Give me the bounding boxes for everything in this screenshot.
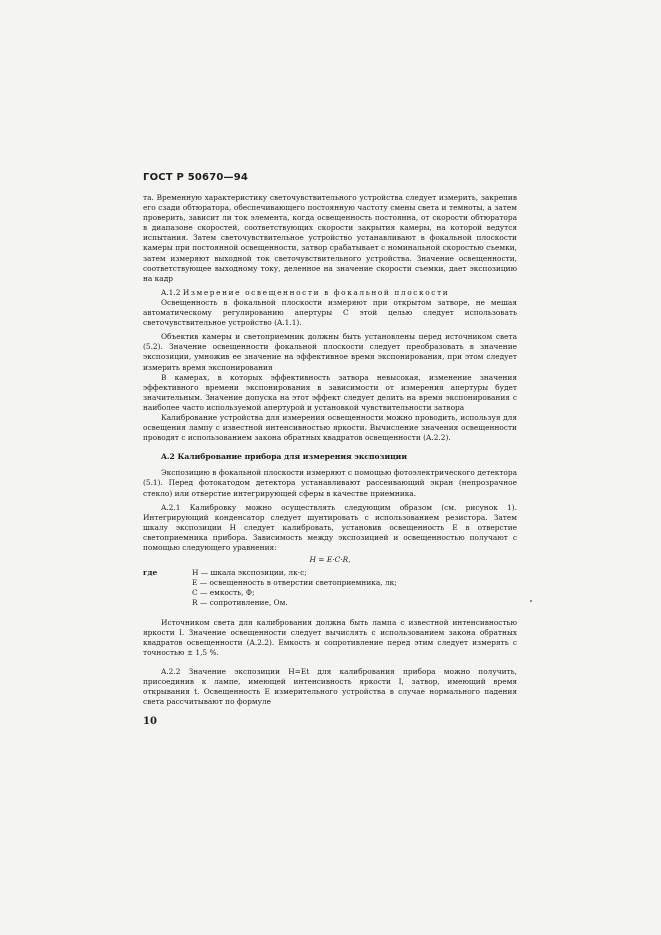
formula: H = E·C·R,: [309, 555, 351, 565]
body-text: [143, 193, 517, 707]
paragraph: Объектив камеры и светоприемник должны быть установлены перед источником света (5.2). Значение освещенности фокальной плоскости следует преобразовать в значение экспозиции, умножив ее значение на эффективное время экспонирования, при этом следует измерить время экспонирования: [143, 332, 517, 372]
paragraph: та. Временную характеристику светочувствительного устройства следует измерить, закрепив его сзади обтюратора, обеспечивающего постоянную частоту смены света и темноты, а затем проверить, зависит ли ток элемента, когда освещенность постоянна, от скорости обтюратора в диапазоне скоростей, соответствующих скорости закрытия камеры, на которой ведутся испытания. Затем светочувствительное устройство устанавливают в фокальной плоскости камеры при постоянной освещенности, затвор срабатывает с номинальной скоростью съемки, затем измеряют выходной ток светочувствительного устройства. Значение освещенности, соответствующее выходному току, деленное на значение скорости съемки, дает экспозицию на кадр: [143, 193, 517, 283]
paragraph: Калибрование устройства для измерения освещенности можно проводить, используя для освещения лампу с известной интенсивностью яркости. Вычисление значения освещенности проводят с использованием закона обратных квадратов освещенности (A.2.2).: [143, 412, 517, 443]
paragraph: Экспозицию в фокальной плоскости измеряют с помощью фотоэлектрического детектора (5.1). Перед фотокатодом детектора устанавливают рассеивающий экран (непрозрачное стекло) или отверстие интегрирующей сферы в качестве приемника.: [143, 468, 517, 498]
variable-item: E — освещенность в отверстии светоприемника, лк;: [192, 578, 397, 588]
paragraph: A.2.2 Значение экспозиции H=Et для калибрования прибора можно получить, присоединив к лампе, имеющей интенсивность яркости I, затвор, имеющий время открывания t. Освещенность E измерительного устройства в случае нормального падения света рассчитывают по формуле: [143, 666, 517, 707]
variable-item: C — емкость, Ф;: [192, 588, 255, 598]
scan-speck: [530, 600, 532, 602]
variable-list: [160, 568, 397, 608]
paragraph: Освещенность в фокальной плоскости измеряют при открытом затворе, не мешая автоматическому регулированию апертуры С этой целью следует использовать светочувствительное устройство (A.1.1).: [143, 297, 517, 328]
section-title: Измерение освещенности в фокальной плоскости: [182, 287, 450, 297]
page-number: 10: [143, 716, 157, 727]
where-label: где: [143, 568, 158, 578]
variable-item: H — шкала экспозиции, лк·с;: [192, 568, 307, 578]
variable-item: R — сопротивление, Ом.: [192, 598, 288, 608]
section-a2-heading: A.2 Калибрование прибора для измерения экспозиции: [161, 452, 407, 462]
paragraph: В камерах, в которых эффективность затвора невысокая, изменение значения эффективного времени экспонирования в зависимости от измерения апертуры будет значительным. Значение допуска на этот эффект следует делить на время экспонирования с наиболее часто используемой апертурой и установкой чувствительности затвора: [143, 372, 517, 412]
paragraph: A.2.1 Калибровку можно осуществлять следующим образом (см. рисунок 1). Интегрирующий конденсатор следует шунтировать с использованием резистора. Затем шкалу экспозиции H следует калибровать, установив освещенность E в отверстие светоприемника прибора. Зависимость между экспозицией и освещенностью получают с помощью следующего уравнения:: [143, 502, 517, 552]
paragraph: Источником света для калибрования должна быть лампа с известной интенсивностью яркости I. Значение освещенности следует вычислять с использованием закона обратных квадратов освещенности (A.2.2). Емкость и сопротивление перед этим следует измерять с точностью ± 1,5 %.: [143, 617, 517, 657]
document-header: ГОСТ Р 50670—94: [143, 172, 249, 183]
section-a12-heading: [143, 288, 517, 298]
where-block: [143, 568, 517, 608]
section-number: A.1.2: [161, 287, 181, 297]
